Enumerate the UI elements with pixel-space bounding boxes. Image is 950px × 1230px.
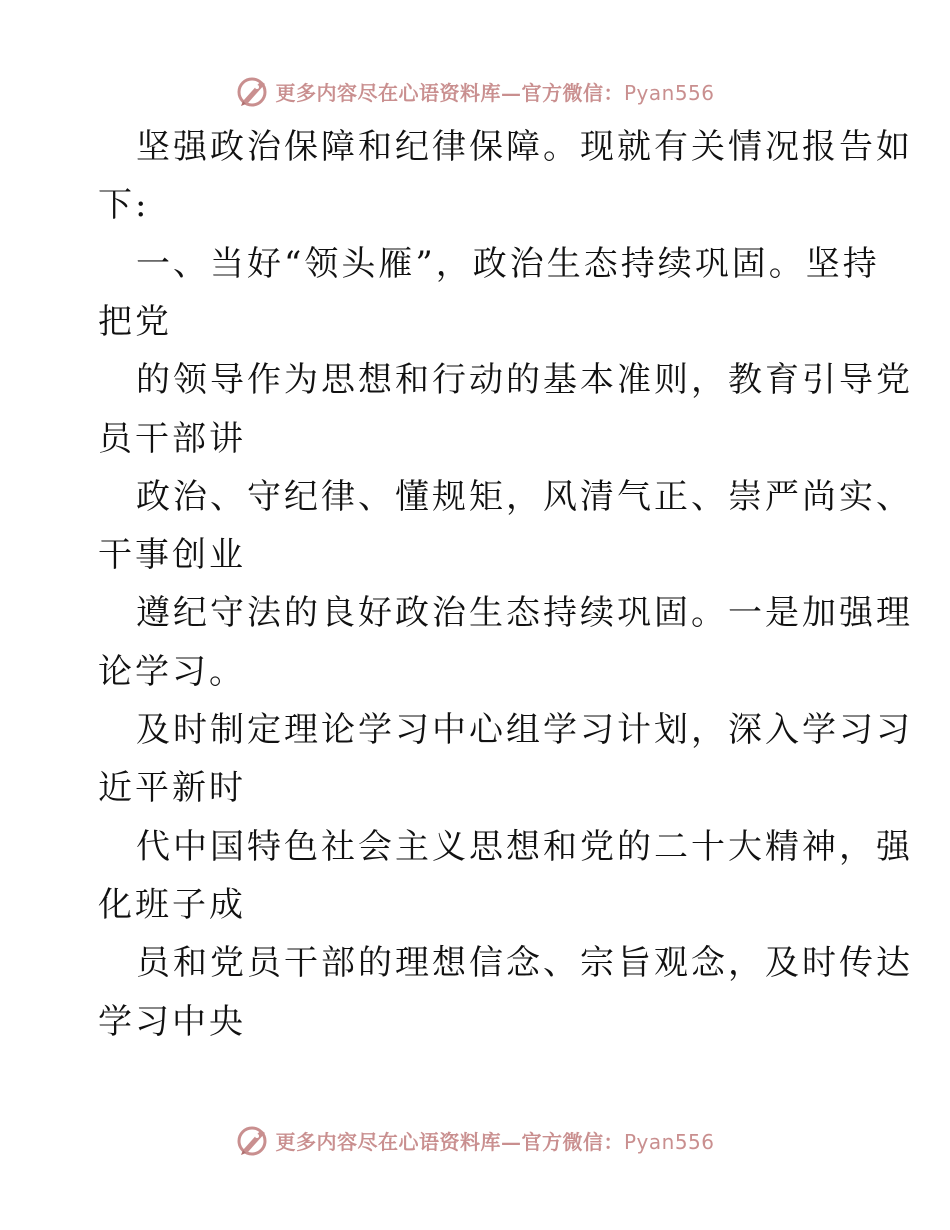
pen-logo-icon: [235, 73, 271, 109]
text-line: 下:: [98, 185, 150, 226]
text-line: 一、当好“领头雁”，政治生态持续巩固。坚持: [136, 243, 880, 284]
pen-logo-icon: [235, 1122, 271, 1158]
text-line: 的领导作为思想和行动的基本准则，教育引导党: [136, 360, 913, 401]
text-line: 化班子成: [98, 884, 246, 925]
text-line: 近平新时: [98, 768, 246, 809]
text-line: 政治、守纪律、懂规矩，风清气正、崇严尚实、: [136, 476, 913, 517]
text-line: 及时制定理论学习中心组学习计划，深入学习习: [136, 710, 913, 750]
text-line: 论学习。: [98, 651, 246, 692]
text-line: 代中国特色社会主义思想和党的二十大精神，强: [136, 826, 913, 867]
footer-watermark: [0, 1120, 950, 1160]
text-line: 干事创业: [98, 535, 246, 576]
header-watermark: [0, 71, 950, 111]
text-line: 员和党员干部的理想信念、宗旨观念，及时传达: [136, 943, 913, 984]
text-line: 把党: [98, 301, 172, 342]
text-line: 坚强政治保障和纪律保障。现就有关情况报告如: [136, 127, 913, 167]
text-line: 员干部讲: [98, 418, 246, 459]
watermark-text: 更多内容尽在心语资料库—官方微信：Pyan556: [275, 1129, 715, 1154]
text-line: 遵纪守法的良好政治生态持续巩固。一是加强理: [136, 593, 913, 634]
watermark-text: 更多内容尽在心语资料库—官方微信：Pyan556: [275, 80, 715, 105]
text-line: 学习中央: [98, 1001, 246, 1042]
